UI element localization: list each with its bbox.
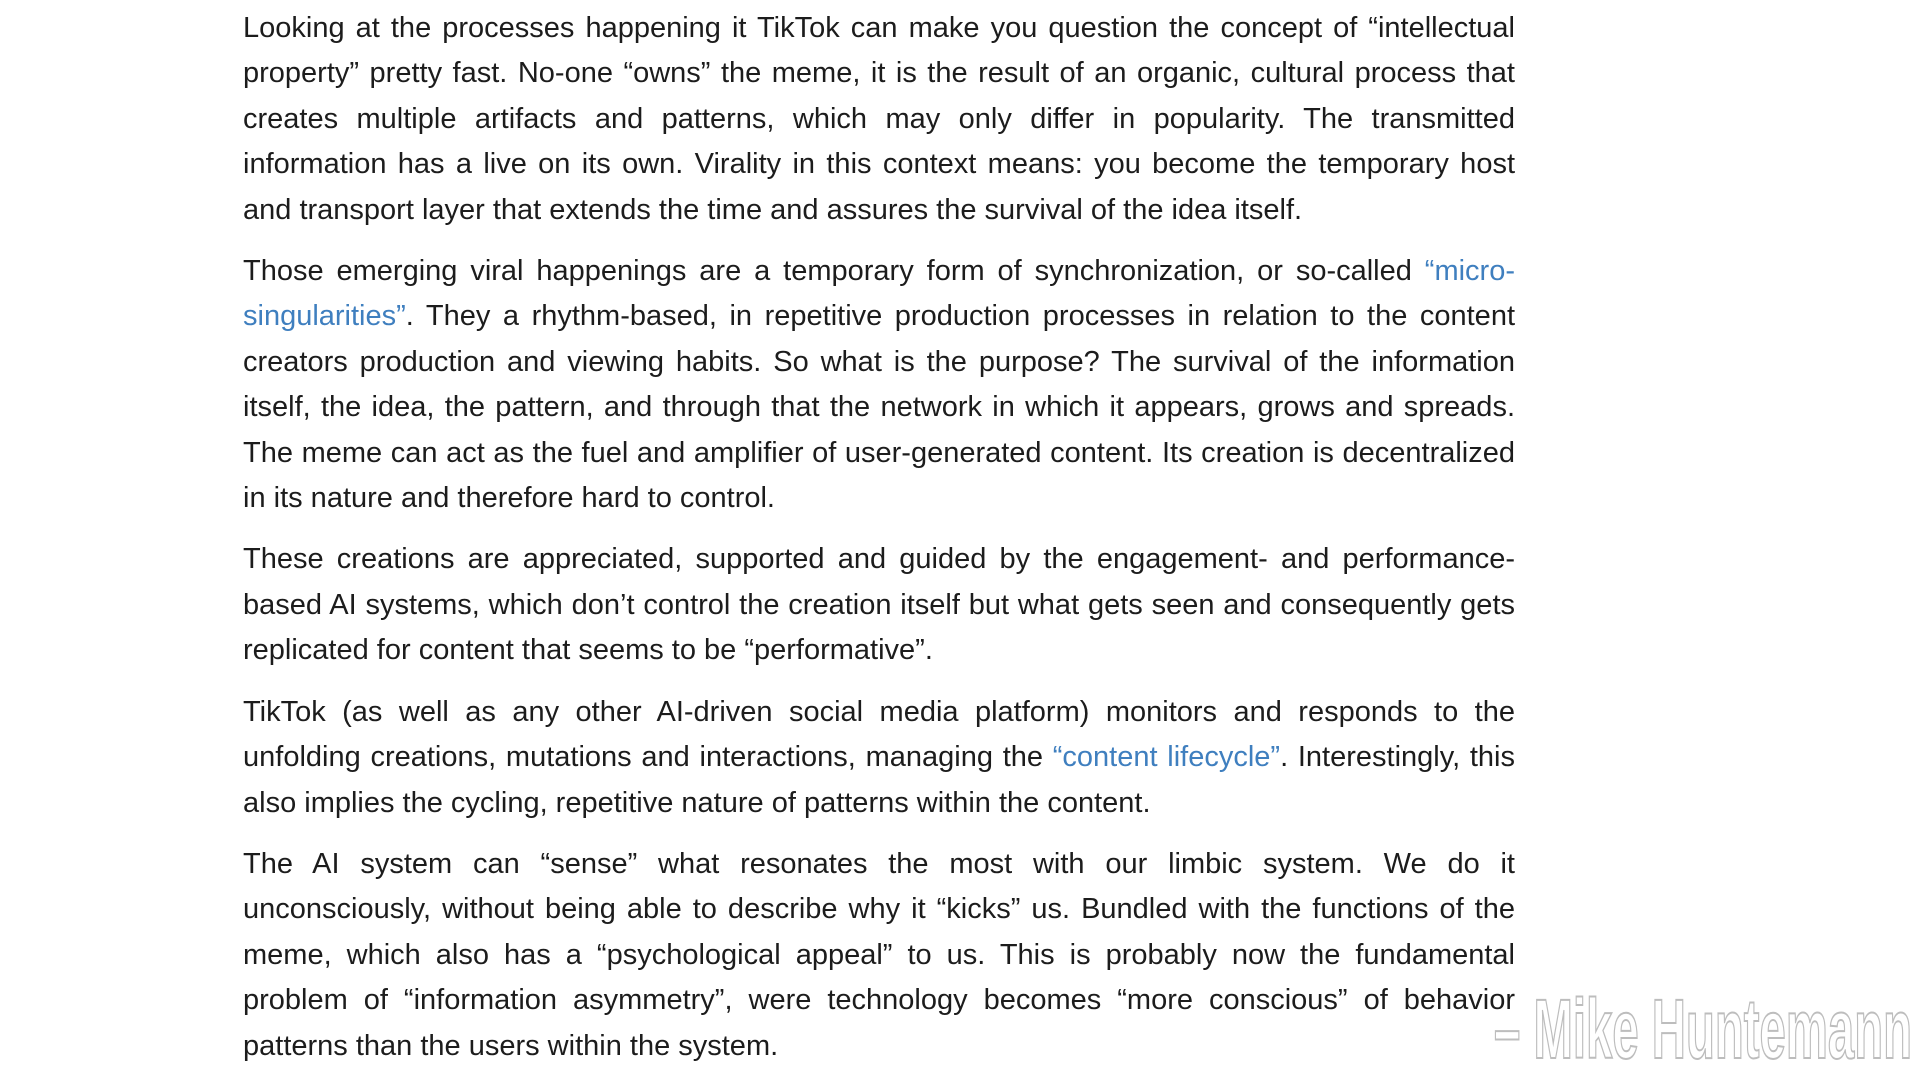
- paragraph-4-text-after: . Interestingly, this also implies the cycling, repetitive nature of patterns within the content.: [243, 741, 1515, 819]
- paragraph-2-text-after: . They a rhythm-based, in repetitive production processes in relation to the content creators production and viewing habits. So what is the purpose? The survival of the information itself, the idea, the pattern, and through that the network in which it appears, grows and spreads. The meme can act as the fuel and amplifier of user-generated content. Its creation is decentralized in its nature and therefore hard to control.: [243, 300, 1515, 515]
- paragraph-5-text: The AI system can “sense” what resonates the most with our limbic system. We do it unconsciously, without being able to describe why it “kicks” us. Bundled with the functions of the meme, which also has a “psychological appeal” to us. This is probably now the fundamental problem of “information asymmetry”, were technology becomes “more conscious” of behavior patterns than the users within the system.: [243, 847, 1515, 1062]
- micro-singularities-link[interactable]: “micro-singularities”: [243, 255, 1515, 333]
- paragraph-1-text: Looking at the processes happening it TikTok can make you question the concept of “intellectual property” pretty fast. No-one “owns” the meme, it is the result of an organic, cultural process that creates multiple artifacts and patterns, which may only differ in popularity. The transmitted information has a live on its own. Virality in this context means: you become the temporary host and transport layer that extends the time and assures the survival of the idea itself.: [243, 12, 1515, 226]
- paragraph-3: [243, 537, 1515, 673]
- paragraph-1: [243, 6, 1515, 233]
- watermark-text: – Mike Huntemann: [1494, 982, 1912, 1072]
- paragraph-2-text-before: Those emerging viral happenings are a temporary form of synchronization, or so-called: [243, 255, 1425, 288]
- paragraph-3-text: These creations are appreciated, supported and guided by the engagement- and performance-based AI systems, which don’t control the creation itself but what gets seen and consequently gets replicated for content that seems to be “performative”.: [243, 543, 1515, 667]
- article-body: [243, 6, 1515, 1080]
- paragraph-4-text-before: TikTok (as well as any other AI-driven social media platform) monitors and responds to the unfolding creations, mutations and interactions, managing the: [243, 695, 1515, 774]
- watermark-signature: [1492, 976, 1916, 1072]
- paragraph-5: [243, 842, 1515, 1069]
- watermark-svg: [1492, 976, 1916, 1072]
- paragraph-4: [243, 690, 1515, 826]
- paragraph-2: [243, 249, 1515, 521]
- content-lifecycle-link[interactable]: “content lifecycle”: [1052, 741, 1281, 774]
